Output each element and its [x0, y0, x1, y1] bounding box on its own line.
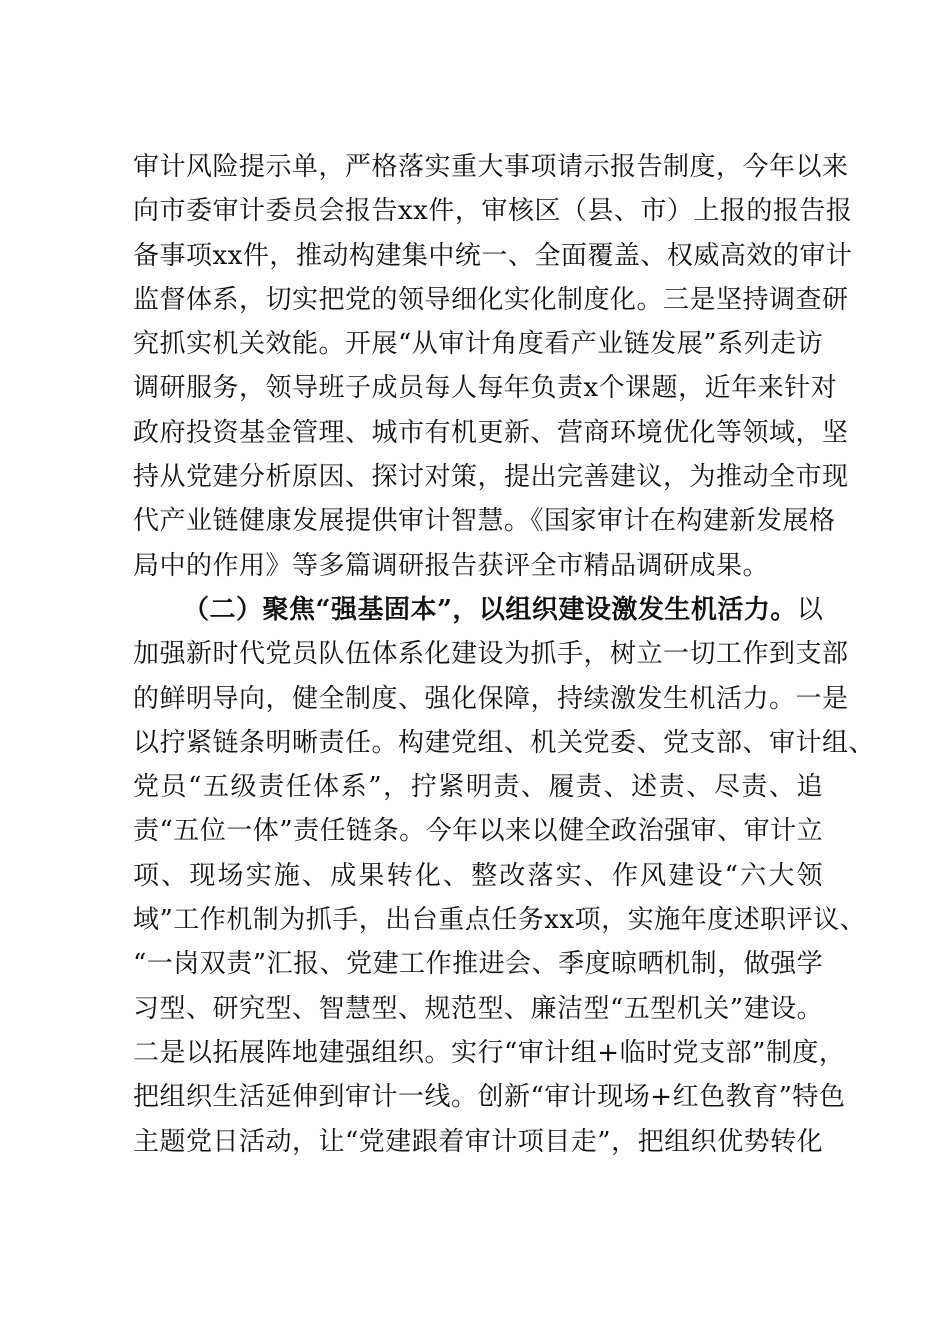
section-heading-line — [133, 588, 823, 632]
body-line-last: 局中的作用》等多篇调研报告获评全市精品调研成果。 — [133, 550, 770, 581]
body-line: 持从党建分析原因、探讨对策，提出完善建议，为推动全市现 — [133, 462, 849, 493]
section-line: 域”工作机制为抓手，出台重点任务xx项，实施年度述职评议、 — [133, 905, 867, 936]
section-line: 项、现场实施、成果转化、整改落实、作风建设“六大领 — [133, 860, 823, 891]
body-line: 代产业链健康发展提供审计智慧。《国家审计在构建新发展格 — [133, 506, 836, 537]
section-line: 加强新时代党员队伍体系化建设为抓手，树立一切工作到支部 — [133, 639, 849, 670]
section-line: “一岗双责”汇报、党建工作推进会、季度晾晒机制，做强学 — [133, 949, 824, 980]
section-heading-tail: 以 — [796, 594, 824, 625]
section-line: 以拧紧链条明晰责任。构建党组、机关党委、党支部、审计组、 — [133, 727, 876, 758]
section-line: 党员“五级责任体系”，拧紧明责、履责、述责、尽责、追 — [133, 772, 823, 803]
body-line: 调研服务，领导班子成员每人每年负责x个课题，近年来针对 — [133, 373, 838, 404]
body-line: 向市委审计委员会报告xx件，审核区（县、市）上报的报告报 — [133, 196, 853, 227]
body-line: 审计风险提示单，严格落实重大事项请示报告制度，今年以来 — [133, 152, 849, 182]
section-line: 的鲜明导向，健全制度、强化保障，持续激发生机活力。一是 — [133, 683, 849, 714]
section-line: 把组织生活延伸到审计一线。创新“审计现场+红色教育”特色 — [133, 1082, 846, 1113]
section-line: 习型、研究型、智慧型、规范型、廉洁型“五型机关”建设。 — [133, 993, 824, 1024]
body-line: 监督体系，切实把党的领导细化实化制度化。三是坚持调查研 — [133, 284, 849, 315]
section-line: 责“五位一体”责任链条。今年以来以健全政治强审、审计立 — [133, 816, 824, 847]
section-line: 二是以拓展阵地建强组织。实行“审计组+临时党支部”制度， — [133, 1037, 846, 1068]
body-line: 究抓实机关效能。开展“从审计角度看产业链发展”系列走访 — [133, 329, 824, 360]
section-heading: （二）聚焦“强基固本”，以组织建设激发生机活力。 — [183, 594, 797, 625]
body-line: 备事项xx件，推动构建集中统一、全面覆盖、权威高效的审计 — [133, 240, 853, 271]
body-line: 政府投资基金管理、城市有机更新、营商环境优化等领域，坚 — [133, 417, 849, 448]
section-line: 主题党日活动，让“党建跟着审计项目走”，把组织优势转化 — [133, 1126, 824, 1157]
document-body — [133, 145, 876, 1164]
